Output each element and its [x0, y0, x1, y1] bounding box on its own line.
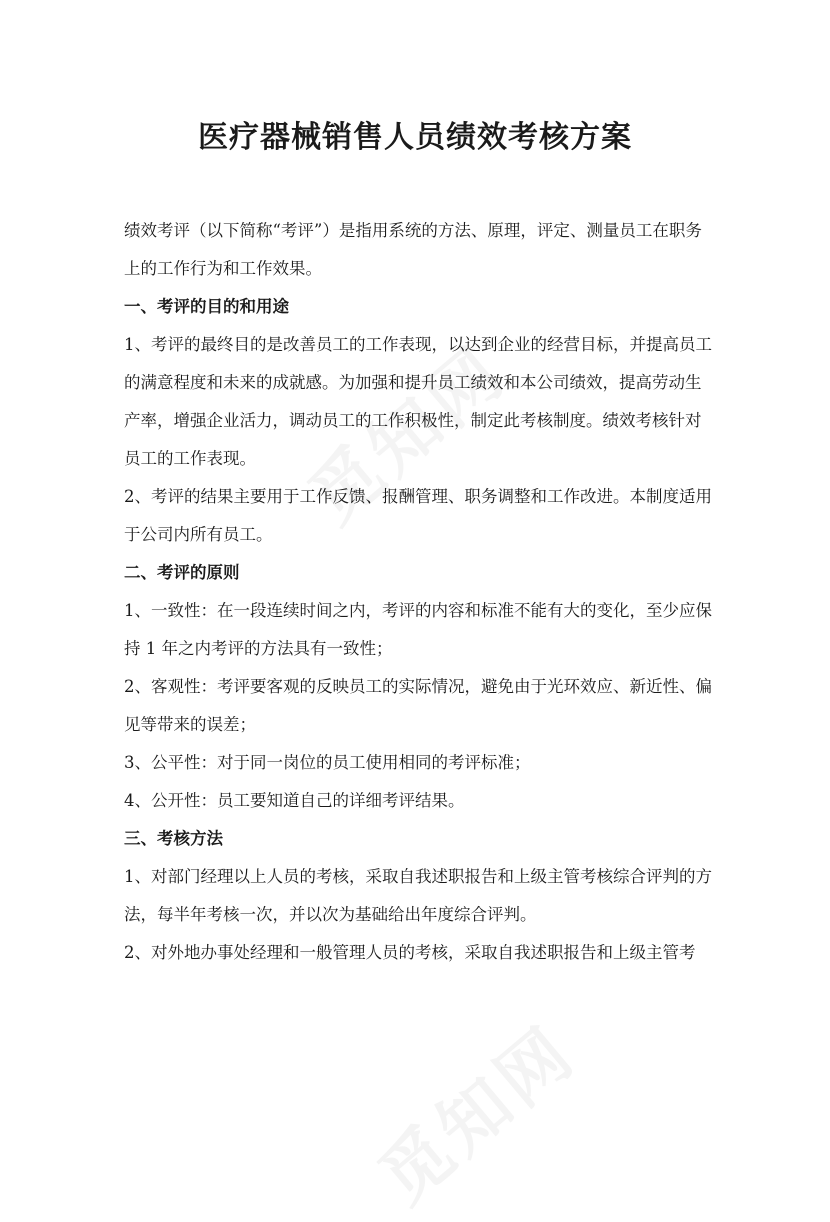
paragraph: 2、客观性：考评要客观的反映员工的实际情况，避免由于光环效应、新近性、偏见等带来的误差；	[124, 677, 712, 734]
intro-paragraph: 绩效考评（以下简称“考评”）是指用系统的方法、原理，评定、测量员工在职务上的工作行为和工作效果。	[124, 221, 702, 278]
section-heading: 三、考核方法	[124, 829, 223, 848]
paragraph: 1、一致性：在一段连续时间之内，考评的内容和标准不能有大的变化，至少应保持 1 年之内考评的方法具有一致性；	[124, 601, 712, 658]
paragraph: 1、考评的最终目的是改善员工的工作表现，以达到企业的经营目标，并提高员工的满意程度和未来的成就感。为加强和提升员工绩效和本公司绩效，提高劳动生产率，增强企业活力，调动员工的工作积极性，制定此考核制度。绩效考核针对员工的工作表现。	[124, 335, 712, 468]
watermark	[354, 999, 594, 1222]
section-heading: 二、考评的原则	[124, 563, 240, 582]
paragraph: 3、公平性：对于同一岗位的员工使用相同的考评标准；	[124, 753, 531, 772]
paragraph: 1、对部门经理以上人员的考核，采取自我述职报告和上级主管考核综合评判的方法，每半年考核一次，并以次为基础给出年度综合评判。	[124, 867, 712, 924]
paragraph: 2、对外地办事处经理和一般管理人员的考核，采取自我述职报告和上级主管考	[124, 943, 696, 962]
document-title: 医疗器械销售人员绩效考核方案	[198, 120, 632, 155]
paragraph: 4、公开性：员工要知道自己的详细考评结果。	[124, 791, 465, 810]
document-body	[124, 212, 714, 972]
section-heading: 一、考评的目的和用途	[124, 297, 289, 316]
paragraph: 2、考评的结果主要用于工作反馈、报酬管理、职务调整和工作改进。本制度适用于公司内所有员工。	[124, 487, 712, 544]
